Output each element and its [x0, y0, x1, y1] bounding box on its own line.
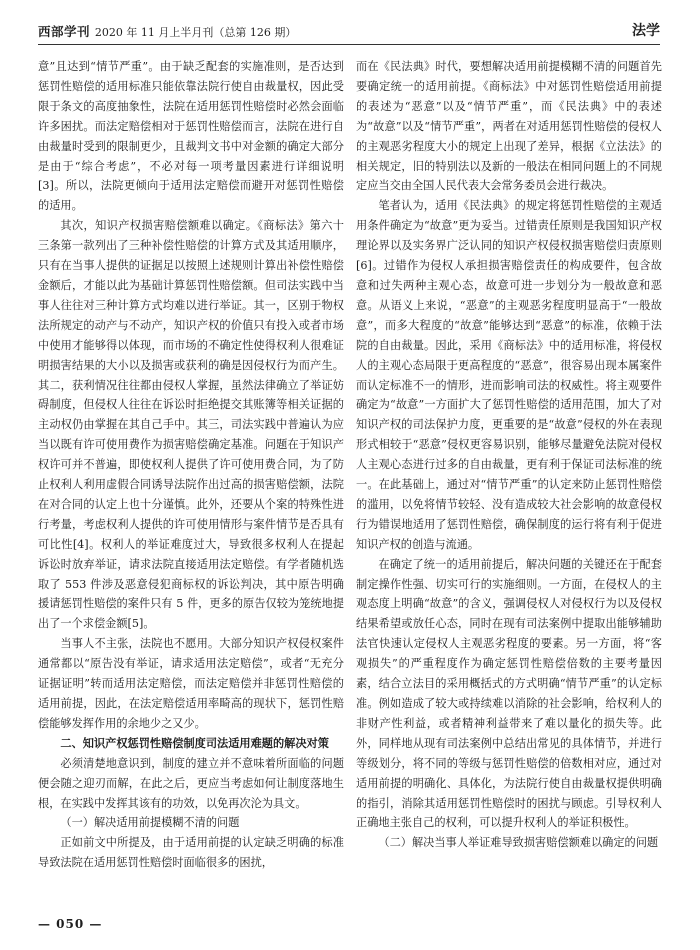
left-column-paragraph-3: 当事人不主张，法院也不愿用。大部分知识产权侵权案件通常都以“原告没有举证，请求适用法定赔偿”，或者“无充分证据证明”转而适用法定赔偿，而法定赔偿并非惩罚性赔偿的适用前提，因此，在法定赔偿适用率畸高的现状下，惩罚性赔偿能够发挥作用的余地少之又少。	[38, 637, 344, 730]
right-column-paragraph-3: 在确定了统一的适用前提后，解决问题的关键还在于配套制定操作性强、切实可行的实施细则。一方面，在侵权人的主观态度上明确“故意”的含义，强调侵权人对侵权行为以及侵权结果希望或放任心态，同时在现有司法案例中提取出能够辅助法官快速认定侵权人主观恶劣程度的要素。另一方面，将“客观损失”的严重程度作为确定惩罚性赔偿倍数的主要考量因素，结合立法目的采用概括式的方式明确“情节严重”的认定标准。例如造成了较大或持续难以消除的社会影响，给权利人的非财产性利益，或者精神利益带来了难以量化的损失等。此外，同样地从现有司法案例中总结出常见的具体情节，并进行等级划分，将不同的等级与惩罚性赔偿的倍数相对应，通过对适用前提的明确化、具体化，为法院行使自由裁量权提供明确的指引，消除其适用惩罚性赔偿时的困扰与顾虑。引导权利人正确地主张自己的权利，可以提升权利人的举证积极性。	[356, 557, 662, 830]
left-column-paragraph-5: 必须清楚地意识到，制度的建立并不意味着所面临的问题便会随之迎刃而解，在此之后，更应当考虑如何让制度落地生根，在实践中发挥其该有的功效，以免再次沦为具文。	[38, 756, 344, 810]
left-column-paragraph-7: 正如前文中所提及，由于适用前提的认定缺乏明确的标准导致法院在适用惩罚性赔偿时面临很多的困扰，	[38, 836, 344, 870]
right-column-heading-4: （二）解决当事人举证难导致损害赔偿额难以确定的问题	[378, 836, 659, 850]
left-column-heading-4: 二、知识产权惩罚性赔偿制度司法适用难题的解决对策	[60, 735, 329, 750]
section-label: 法学	[632, 23, 660, 39]
page-header	[38, 20, 660, 42]
journal-name: 西部学刊	[38, 24, 91, 39]
right-column-paragraph-1: 而在《民法典》时代，要想解决适用前提模糊不清的问题首先要确定统一的适用前提。《商标法》中对惩罚性赔偿适用前提的表述为“恶意”以及“情节严重”，而《民法典》中的表述为“故意”以及“情节严重”，两者在对适用惩罚性赔偿的侵权人的主观恶劣程度大小的规定上出现了差异，根据《立法法》的相关规定，旧的特别法以及新的一般法在相同问题上的不同规定应当交由全国人民代表大会常务委员会进行裁决。	[356, 60, 662, 193]
right-column	[356, 57, 662, 853]
left-column-heading-6: （一）解决适用前提模糊不清的问题	[60, 816, 240, 830]
page-number: — 050 —	[38, 917, 103, 931]
left-column-paragraph-2: 其次，知识产权损害赔偿额难以确定。《商标法》第六十三条第一款列出了三种补偿性赔偿的计算方式及其适用顺序，只有在当事人提供的证据足以按照上述规则计算出补偿性赔偿金额后，才能以此为基础计算惩罚性赔偿额。但司法实践中当事人往往对三种计算方式均难以进行举证。其一，区别于物权法所规定的动产与不动产，知识产权的价值只有投入或者市场中使用才能够得以体现，而市场的不确定性使得权利人很难证明损害结果的大小以及损害或获利的确是因侵权行为而产生。其二，获利情况往往都由侵权人掌握，虽然法律确立了举证妨碍制度，但侵权人往往在诉讼时拒绝提交其账簿等相关证据的主动权仍由掌握在其自己手中。其三，司法实践中普遍认为应当以既有许可使用费作为损害赔偿确定基准。问题在于知识产权许可并不普遍，即使权利人提供了许可使用费合同，为了防止权利人利用虚假合同诱导法院作出过高的损害赔偿额，法院在对合同的认定上也十分谨慎。此外，还要从个案的特殊性进行考量，考虑权利人提供的许可使用情形与案件情节是否具有可比性[4]。权利人的举证难度过大，导致很多权利人在提起诉讼时放弃举证，请求法院直接适用法定赔偿。有学者随机选取了 553 件涉及恶意侵犯商标权的诉讼判决，其中原告明确援请惩罚性赔偿的案件只有 5 件，更多的原告仅较为笼统地提出了一个求偿金额[5]。	[38, 219, 344, 631]
right-column-paragraph-2: 笔者认为，适用《民法典》的规定将惩罚性赔偿的主观适用条件确定为“故意”更为妥当。过错责任原则是我国知识产权理论界以及实务界广泛认同的知识产权侵权损害赔偿归责原则[6]。过错作为侵权人承担损害赔偿责任的构成要件，包含故意和过失两种主观心态，故意可进一步划分为一般故意和恶意。从语义上来说，“恶意”的主观恶劣程度明显高于“一般故意”，而多大程度的“故意”能够达到“恶意”的标准，依赖于法院的自由裁量。因此，采用《商标法》中的适用标准，将侵权人的主观心态局限于更高程度的“恶意”，很容易出现本属案件而认定标准不一的情形，进而影响司法的权威性。将主观要件确定为“故意”一方面扩大了惩罚性赔偿的适用范围，加大了对知识产权的司法保护力度，更重要的是“故意”侵权的外在表现形式相较于“恶意”侵权更容易识别，能够尽量避免法院对侵权人主观心态进行过多的自由裁量，更有利于保证司法标准的统一。在此基础上，通过对“情节严重”的认定来防止惩罚性赔偿的滥用，以免将情节较轻、没有造成较大社会影响的故意侵权行为错误地适用了惩罚性赔偿，确保制度的运行将有利于促进知识产权的创造与流通。	[356, 199, 662, 551]
journal-title	[38, 22, 296, 40]
header-rule	[38, 44, 660, 45]
left-column	[38, 57, 344, 873]
journal-issue: 2020 年 11 月上半月刊（总第 126 期）	[94, 26, 297, 39]
left-column-paragraph-1: 意”且达到“情节严重”。由于缺乏配套的实施准则，是否达到惩罚性赔偿的适用标准只能依靠法院行使自由裁量权，因此受限于条文的高度抽象性，法院在适用惩罚性赔偿时必然会面临许多困扰。而法定赔偿相对于惩罚性赔偿而言，法院在进行自由裁量时受到的限制更少，且裁判文书中对金额的确定大部分是由于“综合考虑”，不必对每一项考量因素进行详细说明[3]。所以，法院更倾向于适用法定赔偿而避开对惩罚性赔偿的适用。	[38, 60, 344, 213]
